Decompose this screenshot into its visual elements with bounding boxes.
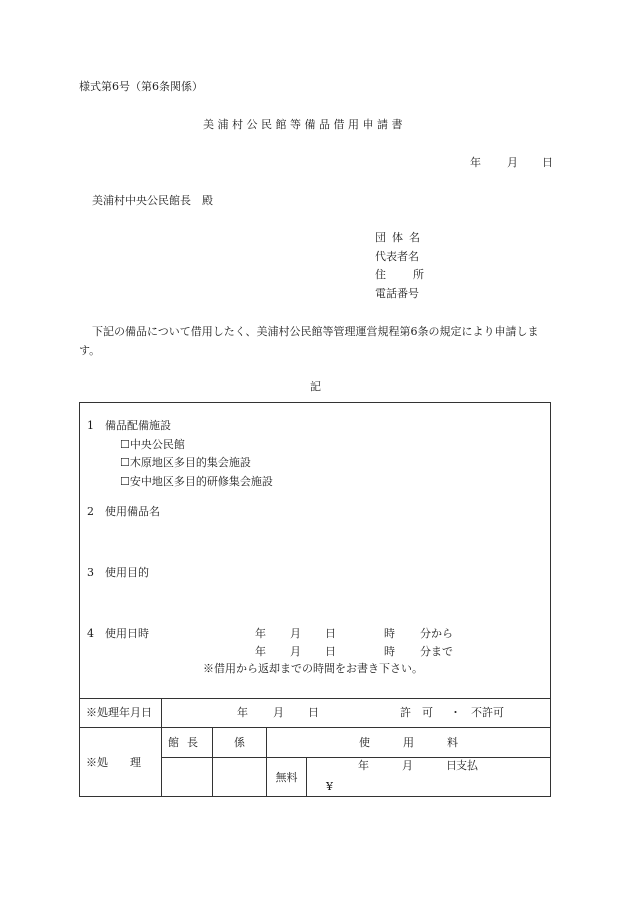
payment-date: 年 月 日: [358, 759, 457, 772]
until-day: 日: [325, 645, 336, 658]
staff-header: 係: [234, 736, 245, 749]
section4-label: 4 使用日時: [87, 627, 149, 640]
until-month: 月: [290, 645, 301, 658]
section3-label: 3 使用目的: [87, 566, 149, 579]
request-paragraph: 下記の備品について借用したく、美浦村公民館等管理運営規程第6条の規定により申請します。: [79, 325, 539, 357]
representative-label: 代表者名: [375, 250, 419, 263]
until-year: 年: [255, 645, 266, 658]
from-year: 年: [255, 627, 266, 640]
date-month: 月: [507, 156, 518, 169]
application-table: [79, 402, 551, 797]
time-note: ※借用から返却までの時間をお書き下さい。: [203, 662, 423, 675]
separator-dot: ・: [450, 706, 461, 719]
from-month: 月: [290, 627, 301, 640]
processing-date-label: ※処理年月日: [86, 706, 152, 719]
date-day: 日: [542, 156, 553, 169]
facility-option[interactable]: ☐安中地区多目的研修集会施設: [120, 475, 273, 488]
paid-label: 支払: [456, 759, 478, 772]
fee-header: 使 用 料: [359, 736, 458, 749]
section1-label: 1 備品配備施設: [87, 419, 171, 432]
addressee: 美浦村中央公民館長 殿: [92, 194, 213, 207]
group-name-label: 団体名: [375, 231, 426, 244]
facility-option[interactable]: ☐中央公民館: [120, 438, 185, 451]
processing-day: 日: [308, 706, 319, 719]
form-number: 様式第6号（第6条関係）: [79, 80, 203, 93]
deny-option: 不許可: [471, 706, 504, 719]
processing-year: 年: [237, 706, 248, 719]
processing-month: 月: [273, 706, 284, 719]
permit-option: 許 可: [400, 706, 433, 719]
processing-label: ※処 理: [86, 756, 141, 769]
facility-option[interactable]: ☐木原地区多目的集会施設: [120, 456, 251, 469]
director-header: 館長: [168, 736, 206, 749]
until-minute: 分まで: [420, 645, 453, 658]
ki-heading: 記: [310, 380, 321, 393]
divider-top-processing: [80, 698, 550, 699]
date-year: 年: [470, 156, 481, 169]
until-hour: 時: [384, 645, 395, 658]
yen-sign: ¥: [326, 780, 333, 793]
section2-label: 2 使用備品名: [87, 505, 160, 518]
divider-processing-date: [80, 727, 550, 728]
from-hour: 時: [384, 627, 395, 640]
divider-header-row: [162, 757, 550, 758]
from-day: 日: [325, 627, 336, 640]
address-label: 住所: [375, 268, 451, 281]
from-minute: 分から: [420, 627, 453, 640]
free-label: 無料: [275, 771, 298, 784]
phone-label: 電話番号: [375, 287, 419, 300]
divider-free-column: [306, 757, 307, 797]
form-title: 美浦村公民館等備品借用申請書: [203, 118, 406, 131]
